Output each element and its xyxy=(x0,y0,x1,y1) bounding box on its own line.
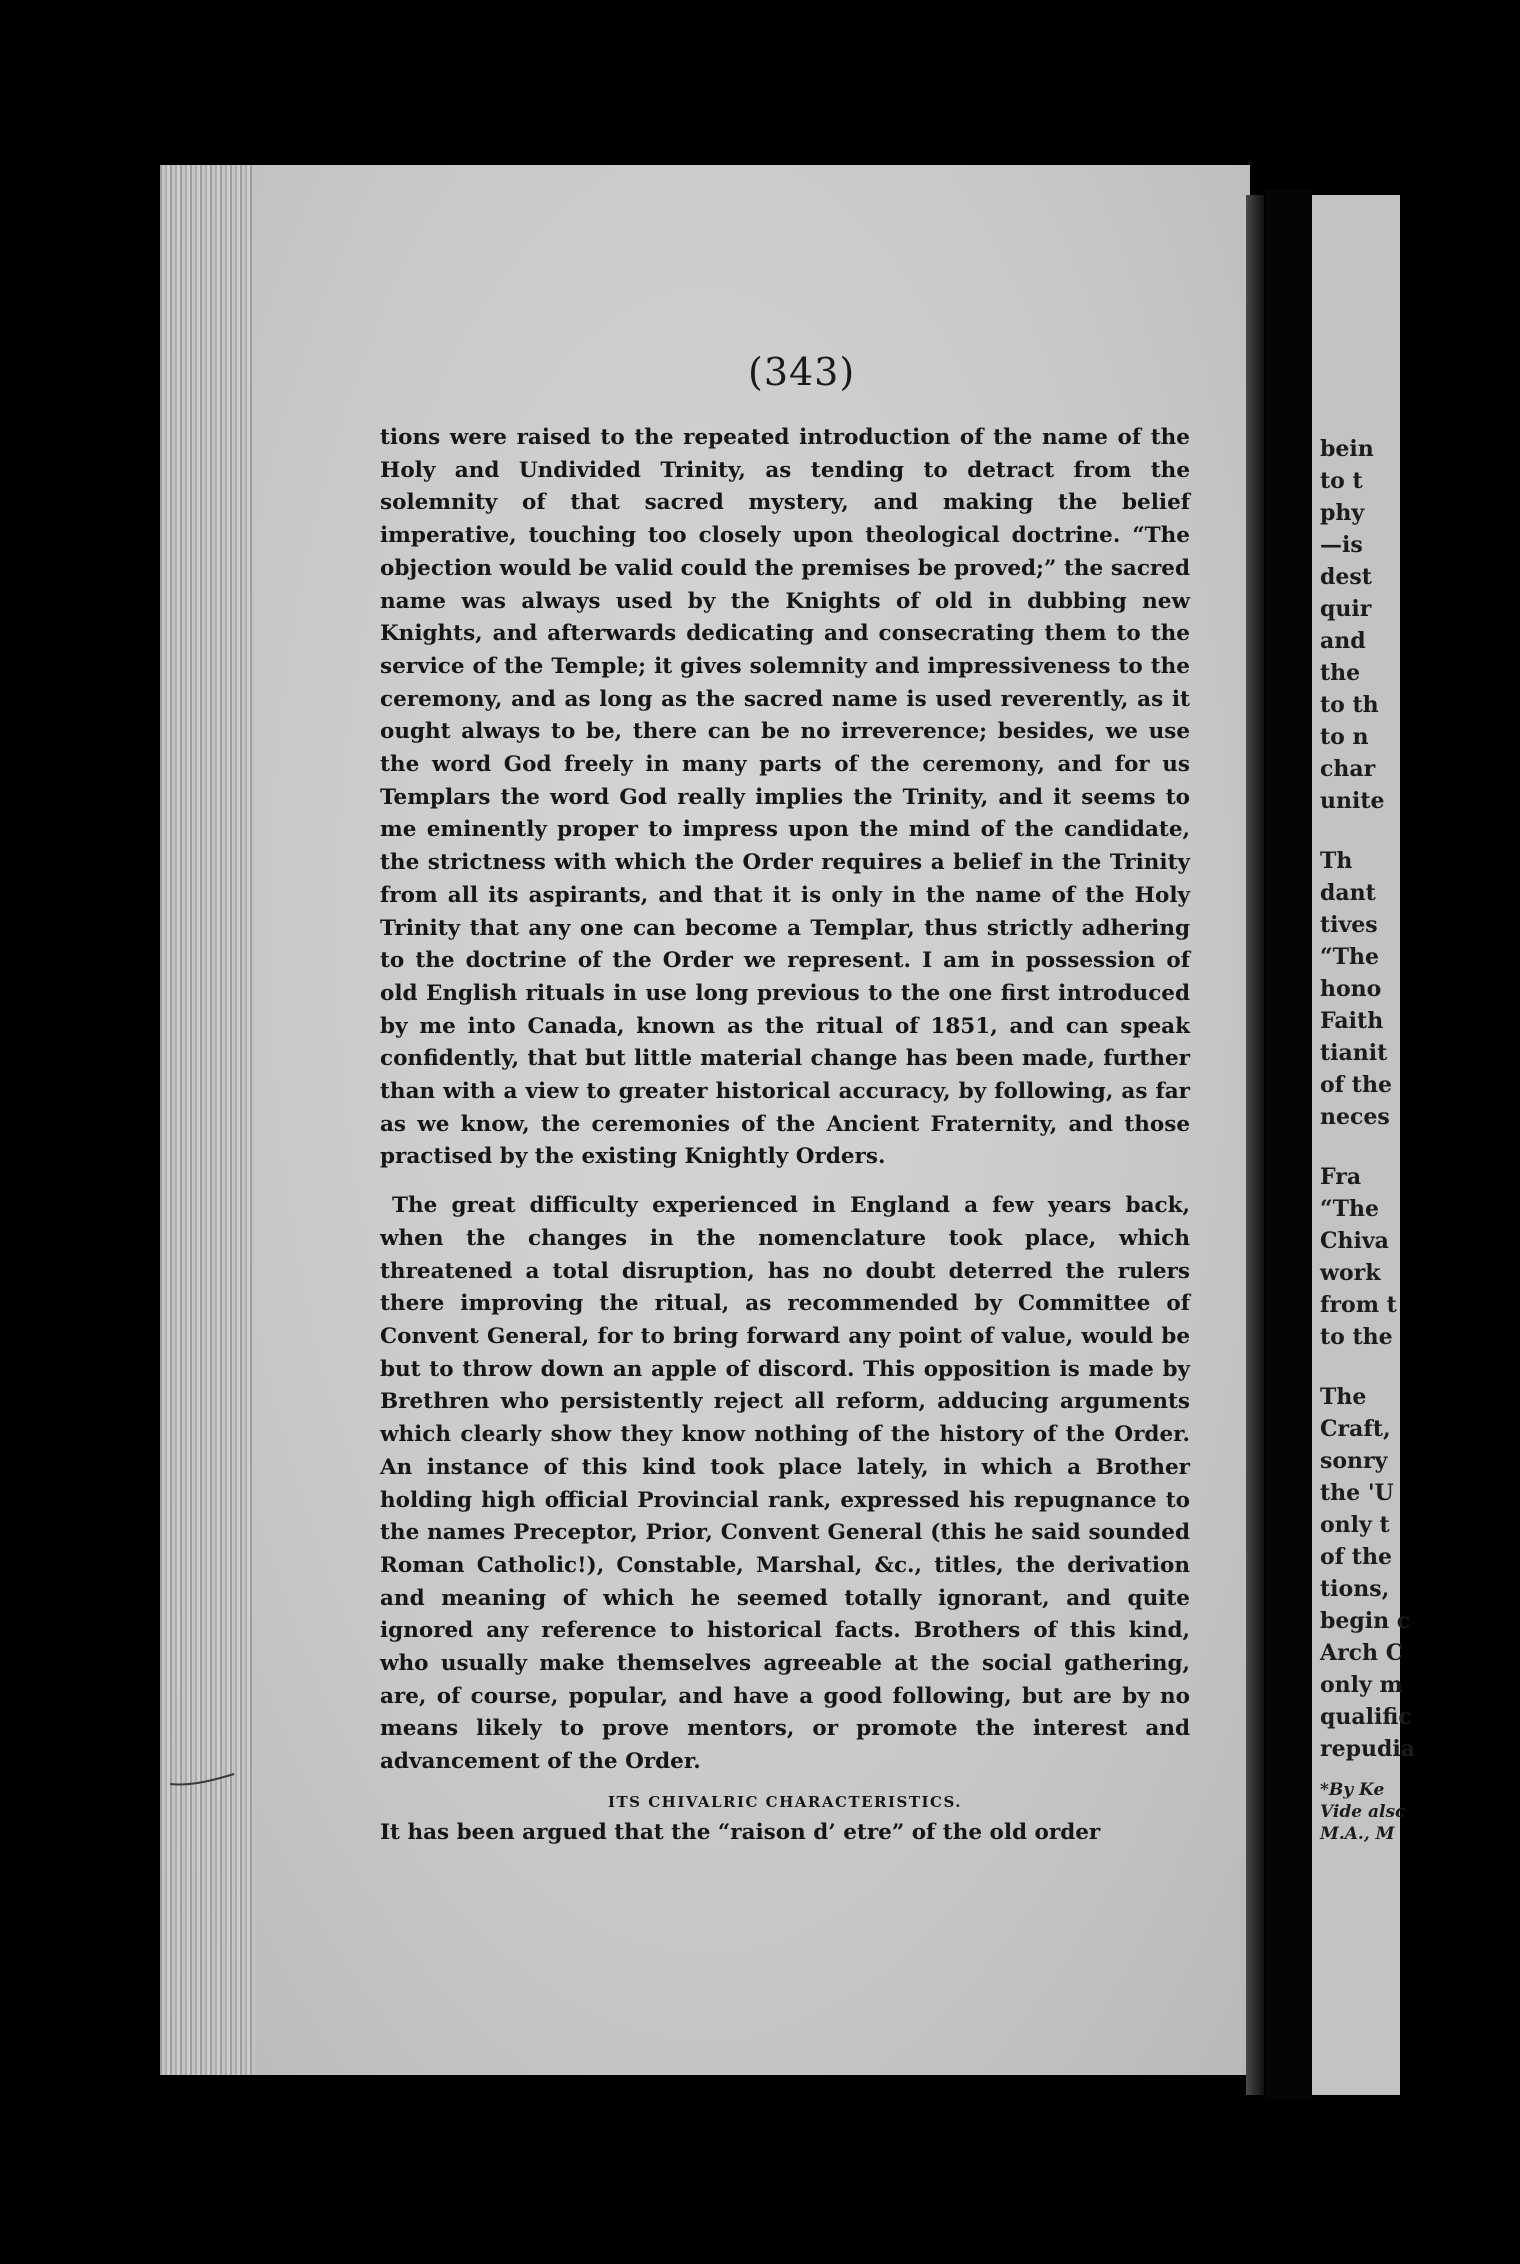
facing-page-line: begin c xyxy=(1320,1608,1411,1634)
paragraph-1: tions were raised to the repeated introduction of the name of the Holy and Undivided Trinity, as tending to detract from the solemnity of that sacred mystery, and making the belief imperative, touching too closely upon theological doctrine. “The objection would be valid could the premises be proved;” the sacred name was always used by the Knights of old in dubbing new Knights, and afterwards dedicating and consecrating them to the service of the Temple; it gives solemnity and impressiveness to the ceremony, and as long as the sacred name is used reverently, as it ought always to be, there can be no irreverence; besides, we use the word God freely in many parts of the ceremony, and for us Templars the word God really implies the Trinity, and it seems to me eminently proper to impress upon the mind of the candidate, the strictness with which the Order requires a belief in the Trinity from all its aspirants, and that it is only in the name of the Holy Trinity that any one can become a Templar, thus strictly adhering to the doctrine of the Order we represent. I am in possession of old English rituals in use long previous to the one first introduced by me into Canada, known as the ritual of 1851, and can speak confidently, that but little material change has been made, further than with a view to greater historical accuracy, by following, as far as we know, the ceremonies of the Ancient Fraternity, and those practised by the existing Knightly Orders. xyxy=(380,425,1190,1170)
facing-page-text xyxy=(1320,433,1520,1845)
facing-page-line: dest xyxy=(1320,564,1372,590)
facing-page-footnote: *By Ke xyxy=(1320,1780,1385,1800)
facing-page-line: the 'U xyxy=(1320,1480,1394,1506)
facing-page-line xyxy=(1320,817,1520,845)
body-text xyxy=(380,422,1190,1850)
facing-page-line: Th xyxy=(1320,848,1353,874)
facing-page-line: “The xyxy=(1320,1196,1380,1222)
facing-page-line: “The xyxy=(1320,944,1380,970)
facing-page-line: to n xyxy=(1320,724,1369,750)
facing-page-line: phy xyxy=(1320,500,1365,526)
facing-page-line: and xyxy=(1320,628,1366,654)
facing-page-line: neces xyxy=(1320,1104,1390,1130)
facing-page-line: char xyxy=(1320,756,1376,782)
facing-page-line: tives xyxy=(1320,912,1378,938)
facing-page-line: only m xyxy=(1320,1672,1403,1698)
facing-page-line: sonry xyxy=(1320,1448,1388,1474)
facing-page-line: tianit xyxy=(1320,1040,1388,1066)
facing-page-line: dant xyxy=(1320,880,1376,906)
facing-page-line: bein xyxy=(1320,436,1374,462)
facing-page-line: to the xyxy=(1320,1324,1393,1350)
facing-page-line: the xyxy=(1320,660,1361,686)
facing-page-line: Arch C xyxy=(1320,1640,1404,1666)
pencil-mark xyxy=(168,1770,238,1790)
facing-page-line: of the xyxy=(1320,1072,1392,1098)
facing-page-line: Chiva xyxy=(1320,1228,1389,1254)
facing-page-line: tions, xyxy=(1320,1576,1390,1602)
facing-page-line: Craft, xyxy=(1320,1416,1391,1442)
gutter-shadow xyxy=(1246,195,1264,2095)
facing-page-line: unite xyxy=(1320,788,1385,814)
facing-page-line: Fra xyxy=(1320,1164,1362,1190)
facing-page-line: to t xyxy=(1320,468,1363,494)
facing-page xyxy=(1312,195,1415,2095)
facing-page-line: repudia xyxy=(1320,1736,1415,1762)
paragraph-3: It has been argued that the “raison d’ etre” of the old order xyxy=(380,1819,1101,1845)
facing-page-line: from t xyxy=(1320,1292,1397,1318)
facing-page-line: The xyxy=(1320,1384,1367,1410)
paragraph-2: The great difficulty experienced in England a few years back, when the changes in the nomenclature took place, which threatened a total disruption, has no doubt deterred the rulers there improving the ritual, as recommended by Committee of Convent General, for to bring forward any point of value, would be but to throw down an apple of discord. This opposition is made by Brethren who persistently reject all reform, adducing arguments which clearly show they know nothing of the history of the Order. An instance of this kind took place lately, in which a Brother holding high official Provincial rank, expressed his repugnance to the names Preceptor, Prior, Convent General (this he said sounded Roman Catholic!), Constable, Marshal, &c., titles, the derivation and meaning of which he seemed totally ignorant, and quite ignored any reference to historical facts. Brothers of this kind, who usually make themselves agreeable at the social gathering, are, of course, popular, and have a good following, but are by no means likely to prove mentors, or promote the interest and advancement of the Order. xyxy=(380,1193,1190,1775)
facing-page-line: work xyxy=(1320,1260,1381,1286)
footnote-spacer xyxy=(1320,1765,1520,1779)
facing-page-line: only t xyxy=(1320,1512,1390,1538)
facing-page-line: hono xyxy=(1320,976,1382,1002)
facing-page-line xyxy=(1320,1353,1520,1381)
facing-page-line: qualific xyxy=(1320,1704,1412,1730)
facing-page-line xyxy=(1320,1133,1520,1161)
facing-page-footnote: Vide alsc xyxy=(1320,1802,1406,1822)
facing-page-line: of the xyxy=(1320,1544,1392,1570)
facing-page-line: to th xyxy=(1320,692,1379,718)
facing-page-line: Faith xyxy=(1320,1008,1384,1034)
facing-page-footnote: M.A., M xyxy=(1320,1824,1395,1844)
section-heading: ITS CHIVALRIC CHARACTERISTICS. xyxy=(607,1792,962,1811)
facing-page-line: —is xyxy=(1320,532,1363,558)
facing-page-line: quir xyxy=(1320,596,1372,622)
page-number: (343) xyxy=(748,350,856,394)
